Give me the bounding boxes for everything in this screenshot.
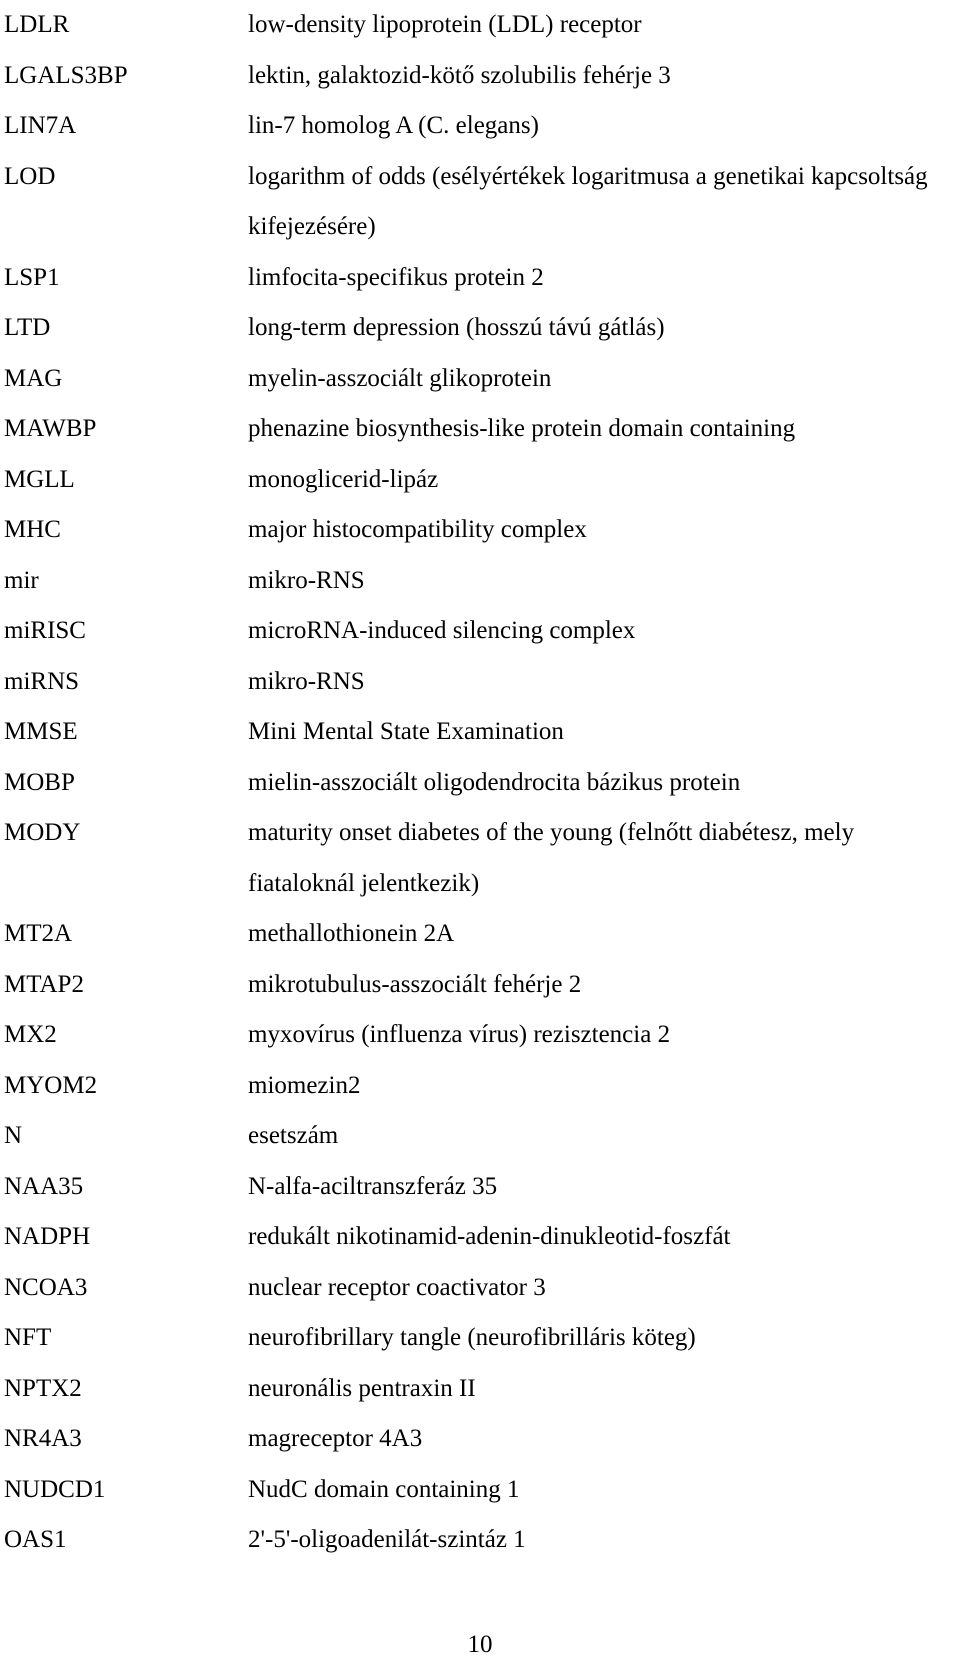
abbreviation-entry xyxy=(4,1010,954,1061)
abbreviation-definition: monoglicerid-lipáz xyxy=(248,465,439,493)
abbreviation-entry xyxy=(4,455,954,506)
abbreviation-definition: mielin-asszociált oligodendrocita bázikus protein xyxy=(248,768,741,796)
abbreviation-entry xyxy=(4,1061,954,1112)
abbreviation-definition: phenazine biosynthesis-like protein domain containing xyxy=(248,415,796,442)
abbreviation-term: MX2 xyxy=(4,1021,57,1048)
abbreviation-term: MT2A xyxy=(4,920,73,947)
abbreviation-entry xyxy=(4,152,954,253)
abbreviation-term: MAG xyxy=(4,364,63,392)
abbreviation-definition: limfocita-specifikus protein 2 xyxy=(248,263,544,291)
abbreviation-term: NCOA3 xyxy=(4,1273,88,1301)
abbreviation-definition: maturity onset diabetes of the young (felnőtt diabétesz, mely fiataloknál jelentkezik) xyxy=(248,819,855,897)
abbreviation-definition: nuclear receptor coactivator 3 xyxy=(248,1273,546,1301)
abbreviation-entry xyxy=(4,606,954,657)
abbreviation-definition: mikrotubulus-asszociált fehérje 2 xyxy=(248,970,582,998)
abbreviation-term: LIN7A xyxy=(4,112,77,139)
abbreviation-term: LTD xyxy=(4,314,51,341)
abbreviation-term: MOBP xyxy=(4,768,75,796)
abbreviation-list xyxy=(4,0,954,1566)
abbreviation-term: MHC xyxy=(4,516,61,543)
abbreviation-entry xyxy=(4,51,954,102)
abbreviation-term: LOD xyxy=(4,162,56,190)
abbreviation-term: LDLR xyxy=(4,11,70,38)
abbreviation-definition: logarithm of odds (esélyértékek logaritmusa a genetikai kapcsoltság kifejezésére) xyxy=(248,162,928,240)
abbreviation-term: LSP1 xyxy=(4,263,60,291)
abbreviation-definition: lektin, galaktozid-kötő szolubilis fehérje 3 xyxy=(248,61,671,89)
abbreviation-term: NPTX2 xyxy=(4,1374,82,1402)
abbreviation-definition: NudC domain containing 1 xyxy=(248,1475,520,1503)
abbreviation-entry xyxy=(4,1162,954,1213)
abbreviation-definition: long-term depression (hosszú távú gátlás) xyxy=(248,314,665,341)
abbreviation-definition: neuronális pentraxin II xyxy=(248,1374,476,1402)
abbreviation-definition: lin-7 homolog A (C. elegans) xyxy=(248,112,539,139)
abbreviation-term: MAWBP xyxy=(4,415,97,442)
abbreviation-term: LGALS3BP xyxy=(4,61,128,89)
abbreviation-entry xyxy=(4,1414,954,1465)
abbreviation-entry xyxy=(4,1212,954,1263)
abbreviation-term: NR4A3 xyxy=(4,1425,82,1452)
abbreviation-term: MODY xyxy=(4,819,81,846)
abbreviation-entry xyxy=(4,556,954,607)
abbreviation-entry xyxy=(4,1515,954,1566)
abbreviation-definition: mikro-RNS xyxy=(248,667,365,695)
abbreviation-definition: redukált nikotinamid-adenin-dinukleotid-foszfát xyxy=(248,1223,731,1250)
abbreviation-entry xyxy=(4,1263,954,1314)
abbreviation-term: NFT xyxy=(4,1324,52,1351)
abbreviation-definition: microRNA-induced silencing complex xyxy=(248,617,636,644)
abbreviation-entry xyxy=(4,354,954,405)
abbreviation-entry xyxy=(4,657,954,708)
abbreviation-term: MTAP2 xyxy=(4,970,84,998)
abbreviation-definition: major histocompatibility complex xyxy=(248,516,587,543)
abbreviation-term: OAS1 xyxy=(4,1526,67,1553)
abbreviation-term: MYOM2 xyxy=(4,1071,98,1099)
abbreviation-term: mir xyxy=(4,566,39,594)
abbreviation-term: MGLL xyxy=(4,465,75,493)
abbreviation-entry xyxy=(4,101,954,152)
abbreviation-entry xyxy=(4,1313,954,1364)
abbreviation-entry xyxy=(4,1111,954,1162)
abbreviation-entry xyxy=(4,808,954,909)
abbreviation-term: NUDCD1 xyxy=(4,1475,106,1503)
abbreviation-entry xyxy=(4,707,954,758)
abbreviation-definition: myelin-asszociált glikoprotein xyxy=(248,364,552,392)
abbreviation-definition: 2'-5'-oligoadenilát-szintáz 1 xyxy=(248,1526,526,1553)
abbreviation-entry xyxy=(4,960,954,1011)
abbreviation-definition: low-density lipoprotein (LDL) receptor xyxy=(248,11,642,38)
abbreviation-definition: Mini Mental State Examination xyxy=(248,718,564,745)
abbreviation-term: miRNS xyxy=(4,667,80,695)
abbreviation-entry xyxy=(4,758,954,809)
abbreviation-term: N xyxy=(4,1122,23,1149)
abbreviation-entry xyxy=(4,505,954,556)
abbreviation-definition: methallothionein 2A xyxy=(248,920,455,947)
abbreviation-definition: mikro-RNS xyxy=(248,566,365,594)
abbreviation-entry xyxy=(4,253,954,304)
abbreviation-entry xyxy=(4,1364,954,1415)
abbreviation-entry xyxy=(4,303,954,354)
abbreviation-entry xyxy=(4,0,954,51)
page-number: 10 xyxy=(467,1631,493,1658)
abbreviation-definition: myxovírus (influenza vírus) rezisztencia 2 xyxy=(248,1021,671,1048)
abbreviation-definition: esetszám xyxy=(248,1122,339,1149)
abbreviation-term: NADPH xyxy=(4,1223,91,1250)
abbreviation-entry xyxy=(4,909,954,960)
abbreviation-definition: magreceptor 4A3 xyxy=(248,1425,423,1452)
abbreviation-term: miRISC xyxy=(4,617,86,644)
abbreviation-definition: neurofibrillary tangle (neurofibrilláris köteg) xyxy=(248,1324,696,1351)
abbreviation-definition: miomezin2 xyxy=(248,1071,361,1099)
abbreviation-term: NAA35 xyxy=(4,1172,84,1200)
abbreviation-term: MMSE xyxy=(4,718,78,745)
abbreviation-definition: N-alfa-aciltranszferáz 35 xyxy=(248,1172,498,1200)
abbreviation-entry xyxy=(4,1465,954,1516)
abbreviation-entry xyxy=(4,404,954,455)
